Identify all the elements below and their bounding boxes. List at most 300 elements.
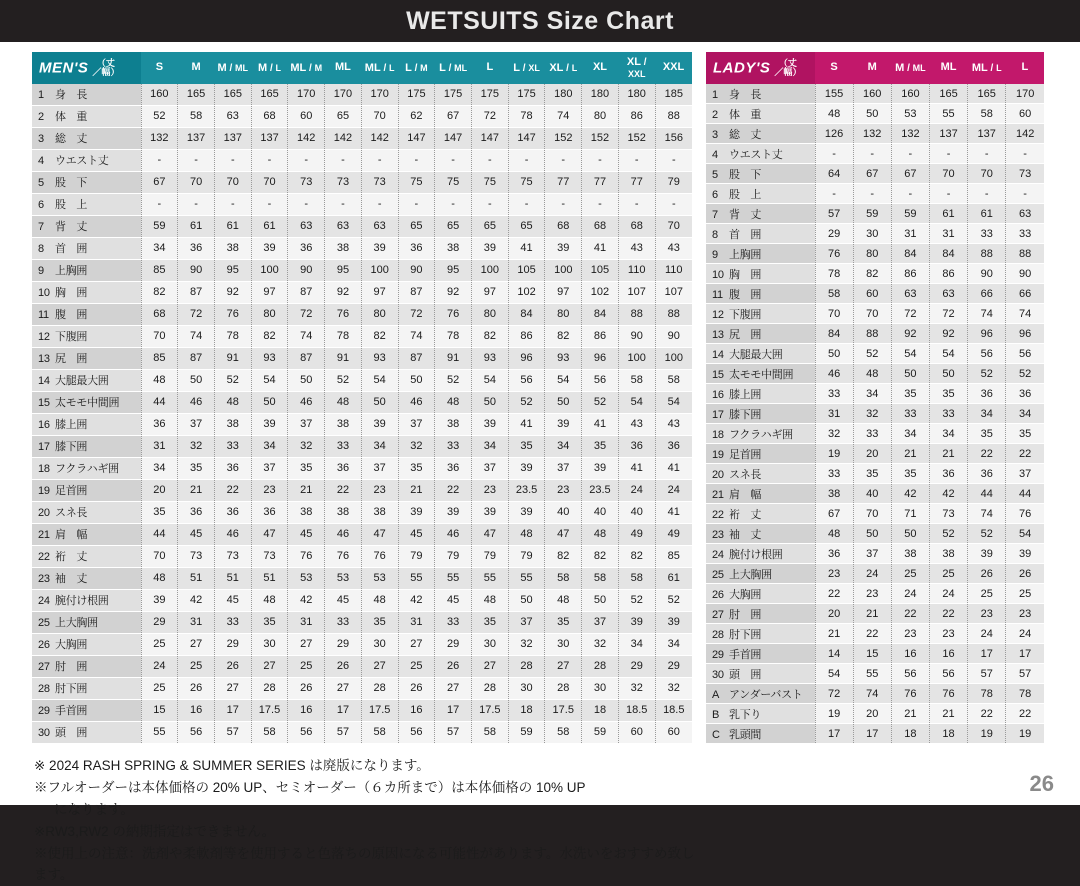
ladys-cell: - xyxy=(853,144,891,164)
mens-row-label: 22 裄 丈 xyxy=(32,545,141,567)
mens-cell: 22 xyxy=(325,479,362,501)
ladys-cell: 23 xyxy=(891,624,929,644)
mens-cell: - xyxy=(655,149,692,171)
mens-cell: 65 xyxy=(435,215,472,237)
mens-cell: 48 xyxy=(325,391,362,413)
ladys-cell: 22 xyxy=(853,624,891,644)
table-row xyxy=(706,584,1044,604)
mens-cell: - xyxy=(508,193,545,215)
table-row xyxy=(706,364,1044,384)
mens-cell: 52 xyxy=(618,589,655,611)
ladys-cell: 57 xyxy=(968,664,1006,684)
ladys-cell: 20 xyxy=(853,704,891,724)
mens-cell: 63 xyxy=(214,105,251,127)
ladys-cell: 78 xyxy=(815,264,853,284)
ladys-cell: 86 xyxy=(891,264,929,284)
mens-row-label: 25 上大胸囲 xyxy=(32,611,141,633)
table-row xyxy=(32,149,692,171)
table-row xyxy=(706,564,1044,584)
ladys-cell: 84 xyxy=(929,244,967,264)
ladys-cell: 160 xyxy=(853,84,891,104)
table-row xyxy=(32,435,692,457)
mens-col-header: XL / L xyxy=(545,52,582,84)
ladys-cell: 33 xyxy=(815,464,853,484)
table-row xyxy=(32,413,692,435)
mens-cell: 50 xyxy=(361,391,398,413)
mens-cell: 36 xyxy=(398,237,435,259)
ladys-cell: 33 xyxy=(968,224,1006,244)
ladys-cell: 126 xyxy=(815,124,853,144)
mens-cell: 23 xyxy=(545,479,582,501)
mens-cell: 15 xyxy=(141,699,178,721)
ladys-row-label: 17 膝下囲 xyxy=(706,404,815,424)
ladys-cell: 37 xyxy=(1006,464,1044,484)
mens-cell: 37 xyxy=(582,611,619,633)
mens-table-head xyxy=(32,52,692,84)
mens-cell: 61 xyxy=(251,215,288,237)
mens-cell: 88 xyxy=(618,303,655,325)
mens-cell: 97 xyxy=(251,281,288,303)
ladys-cell: 132 xyxy=(853,124,891,144)
mens-cell: 87 xyxy=(178,347,215,369)
ladys-row-label: 26 大胸囲 xyxy=(706,584,815,604)
mens-cell: 29 xyxy=(141,611,178,633)
mens-cell: 185 xyxy=(655,84,692,105)
mens-cell: 100 xyxy=(251,259,288,281)
mens-cell: 48 xyxy=(545,589,582,611)
mens-cell: 27 xyxy=(398,633,435,655)
mens-cell: - xyxy=(325,149,362,171)
ladys-cell: 42 xyxy=(929,484,967,504)
ladys-cell: 16 xyxy=(891,644,929,664)
ladys-cell: 35 xyxy=(891,384,929,404)
mens-cell: 39 xyxy=(508,501,545,523)
mens-cell: 17.5 xyxy=(251,699,288,721)
ladys-cell: 25 xyxy=(891,564,929,584)
mens-cell: 160 xyxy=(141,84,178,105)
mens-cell: 29 xyxy=(325,633,362,655)
mens-cell: 17.5 xyxy=(471,699,508,721)
mens-cell: 50 xyxy=(545,391,582,413)
table-row xyxy=(706,204,1044,224)
ladys-cell: 78 xyxy=(1006,684,1044,704)
mens-cell: 32 xyxy=(582,633,619,655)
mens-cell: 165 xyxy=(214,84,251,105)
mens-cell: 93 xyxy=(361,347,398,369)
mens-row-label: 5 股 下 xyxy=(32,171,141,193)
mens-cell: 55 xyxy=(508,567,545,589)
table-row xyxy=(706,84,1044,104)
ladys-cell: 35 xyxy=(929,384,967,404)
ladys-cell: 22 xyxy=(929,604,967,624)
mens-cell: 75 xyxy=(435,171,472,193)
mens-cell: - xyxy=(141,149,178,171)
mens-cell: 70 xyxy=(141,325,178,347)
mens-row-label: 14 大腿最大囲 xyxy=(32,369,141,391)
mens-cell: 31 xyxy=(288,611,325,633)
mens-cell: 32 xyxy=(178,435,215,457)
ladys-row-label: 29 手首囲 xyxy=(706,644,815,664)
mens-row-label: 12 下腹囲 xyxy=(32,325,141,347)
ladys-col-header: M / ML xyxy=(891,52,929,84)
mens-cell: 50 xyxy=(471,391,508,413)
mens-cell: 80 xyxy=(471,303,508,325)
mens-cell: 25 xyxy=(141,677,178,699)
table-row xyxy=(32,171,692,193)
ladys-row-label: 28 肘下囲 xyxy=(706,624,815,644)
ladys-cell: 55 xyxy=(853,664,891,684)
mens-cell: 87 xyxy=(398,347,435,369)
mens-cell: 82 xyxy=(582,545,619,567)
mens-cell: 43 xyxy=(618,413,655,435)
mens-cell: 25 xyxy=(288,655,325,677)
ladys-cell: 22 xyxy=(1006,704,1044,724)
mens-cell: 76 xyxy=(325,303,362,325)
ladys-cell: 74 xyxy=(853,684,891,704)
mens-cell: 44 xyxy=(141,391,178,413)
ladys-cell: 35 xyxy=(891,464,929,484)
ladys-row-label: 11 腹 囲 xyxy=(706,284,815,304)
ladys-cell: 84 xyxy=(891,244,929,264)
ladys-cell: 67 xyxy=(853,164,891,184)
mens-cell: 36 xyxy=(214,501,251,523)
mens-cell: 39 xyxy=(545,413,582,435)
mens-cell: 76 xyxy=(325,545,362,567)
ladys-col-header: ML / L xyxy=(968,52,1006,84)
table-row xyxy=(32,721,692,743)
mens-cell: 87 xyxy=(288,347,325,369)
mens-cell: 60 xyxy=(618,721,655,743)
ladys-cell: 58 xyxy=(815,284,853,304)
mens-cell: 36 xyxy=(178,501,215,523)
ladys-cell: 35 xyxy=(853,464,891,484)
mens-cell: 72 xyxy=(178,303,215,325)
mens-cell: 37 xyxy=(508,611,545,633)
table-row xyxy=(706,524,1044,544)
ladys-cell: 21 xyxy=(929,444,967,464)
mens-cell: 28 xyxy=(471,677,508,699)
mens-cell: 38 xyxy=(325,413,362,435)
mens-cell: 36 xyxy=(325,457,362,479)
mens-cell: 56 xyxy=(582,369,619,391)
mens-cell: 42 xyxy=(178,589,215,611)
mens-cell: 25 xyxy=(141,633,178,655)
mens-cell: 36 xyxy=(141,413,178,435)
mens-cell: 27 xyxy=(471,655,508,677)
note-line-2b: になります。 xyxy=(54,801,134,817)
mens-cell: 35 xyxy=(361,611,398,633)
mens-cell: 34 xyxy=(471,435,508,457)
mens-cell: 61 xyxy=(214,215,251,237)
ladys-cell: 50 xyxy=(891,524,929,544)
mens-cell: 137 xyxy=(251,127,288,149)
mens-cell: 77 xyxy=(545,171,582,193)
ladys-cell: 22 xyxy=(815,584,853,604)
mens-row-label: 10 胸 囲 xyxy=(32,281,141,303)
ladys-size-table xyxy=(706,52,1044,744)
mens-cell: 95 xyxy=(435,259,472,281)
table-row xyxy=(32,259,692,281)
ladys-cell: - xyxy=(891,184,929,204)
mens-row-label: 11 腹 囲 xyxy=(32,303,141,325)
ladys-row-label: 16 膝上囲 xyxy=(706,384,815,404)
ladys-cell: 19 xyxy=(1006,724,1044,744)
ladys-row-label: 27 肘 囲 xyxy=(706,604,815,624)
mens-cell: 23.5 xyxy=(582,479,619,501)
mens-cell: 137 xyxy=(178,127,215,149)
ladys-cell: 34 xyxy=(929,424,967,444)
mens-cell: 68 xyxy=(251,105,288,127)
mens-cell: - xyxy=(471,149,508,171)
mens-cell: 35 xyxy=(545,611,582,633)
mens-cell: 32 xyxy=(508,633,545,655)
mens-cell: 75 xyxy=(471,171,508,193)
mens-cell: 35 xyxy=(141,501,178,523)
mens-col-header: L / M xyxy=(398,52,435,84)
ladys-cell: 17 xyxy=(815,724,853,744)
mens-cell: 58 xyxy=(178,105,215,127)
mens-cell: 51 xyxy=(251,567,288,589)
ladys-cell: 46 xyxy=(815,364,853,384)
mens-cell: 147 xyxy=(435,127,472,149)
ladys-row-label: 2 体 重 xyxy=(706,104,815,124)
ladys-cell: - xyxy=(815,184,853,204)
mens-cell: 33 xyxy=(435,611,472,633)
mens-cell: 37 xyxy=(288,413,325,435)
mens-cell: 76 xyxy=(288,545,325,567)
mens-cell: 78 xyxy=(214,325,251,347)
mens-cell: 36 xyxy=(178,237,215,259)
mens-cell: 28 xyxy=(545,677,582,699)
mens-cell: 39 xyxy=(361,237,398,259)
ladys-cell: 48 xyxy=(815,524,853,544)
mens-cell: 105 xyxy=(582,259,619,281)
ladys-cell: - xyxy=(1006,184,1044,204)
mens-row-label: 23 袖 丈 xyxy=(32,567,141,589)
mens-cell: 45 xyxy=(398,523,435,545)
ladys-row-label: B 乳下り xyxy=(706,704,815,724)
mens-cell: 34 xyxy=(655,633,692,655)
mens-cell: 152 xyxy=(618,127,655,149)
mens-cell: 50 xyxy=(251,391,288,413)
mens-cell: 35 xyxy=(251,611,288,633)
mens-cell: 52 xyxy=(582,391,619,413)
mens-cell: 93 xyxy=(251,347,288,369)
ladys-row-label: 25 上大胸囲 xyxy=(706,564,815,584)
ladys-col-header: M xyxy=(853,52,891,84)
ladys-cell: 73 xyxy=(929,504,967,524)
mens-cell: 53 xyxy=(361,567,398,589)
ladys-cell: 23 xyxy=(1006,604,1044,624)
ladys-cell: - xyxy=(853,184,891,204)
mens-cell: 68 xyxy=(141,303,178,325)
ladys-row-label: 30 頭 囲 xyxy=(706,664,815,684)
ladys-cell: 142 xyxy=(1006,124,1044,144)
mens-cell: - xyxy=(618,193,655,215)
mens-cell: - xyxy=(655,193,692,215)
ladys-cell: 56 xyxy=(1006,344,1044,364)
ladys-cell: 92 xyxy=(929,324,967,344)
ladys-cell: 88 xyxy=(853,324,891,344)
mens-cell: 59 xyxy=(141,215,178,237)
ladys-row-label: 19 足首囲 xyxy=(706,444,815,464)
mens-cell: 52 xyxy=(325,369,362,391)
mens-cell: 65 xyxy=(398,215,435,237)
mens-cell: 70 xyxy=(214,171,251,193)
ladys-cell: 15 xyxy=(853,644,891,664)
mens-cell: 34 xyxy=(361,435,398,457)
ladys-cell: 24 xyxy=(891,584,929,604)
mens-cell: 102 xyxy=(508,281,545,303)
mens-cell: 28 xyxy=(251,677,288,699)
mens-cell: 38 xyxy=(435,413,472,435)
table-row xyxy=(706,144,1044,164)
ladys-cell: 61 xyxy=(929,204,967,224)
ladys-cell: - xyxy=(929,144,967,164)
mens-cell: - xyxy=(582,193,619,215)
ladys-cell: 39 xyxy=(968,544,1006,564)
mens-cell: 74 xyxy=(178,325,215,347)
mens-cell: 65 xyxy=(508,215,545,237)
ladys-row-label: 3 総 丈 xyxy=(706,124,815,144)
mens-header-row xyxy=(32,52,692,84)
mens-row-label: 28 肘下囲 xyxy=(32,677,141,699)
ladys-cell: 71 xyxy=(891,504,929,524)
mens-cell: - xyxy=(582,149,619,171)
mens-cell: 87 xyxy=(288,281,325,303)
ladys-cell: 18 xyxy=(891,724,929,744)
ladys-cell: 21 xyxy=(815,624,853,644)
mens-cell: 60 xyxy=(288,105,325,127)
mens-cell: 88 xyxy=(655,105,692,127)
ladys-cell: 14 xyxy=(815,644,853,664)
mens-cell: 54 xyxy=(545,369,582,391)
mens-cell: 21 xyxy=(398,479,435,501)
table-row xyxy=(32,215,692,237)
ladys-cell: 54 xyxy=(929,344,967,364)
mens-cell: 156 xyxy=(655,127,692,149)
ladys-cell: 54 xyxy=(891,344,929,364)
ladys-cell: 18 xyxy=(929,724,967,744)
mens-cell: 102 xyxy=(582,281,619,303)
ladys-cell: 32 xyxy=(815,424,853,444)
ladys-cell: 23 xyxy=(815,564,853,584)
mens-cell: 36 xyxy=(435,457,472,479)
mens-cell: 56 xyxy=(288,721,325,743)
mens-cell: 47 xyxy=(251,523,288,545)
table-row xyxy=(32,655,692,677)
mens-cell: 21 xyxy=(178,479,215,501)
mens-cell: 77 xyxy=(618,171,655,193)
mens-cell: 47 xyxy=(471,523,508,545)
table-row xyxy=(706,644,1044,664)
ladys-cell: 55 xyxy=(929,104,967,124)
mens-row-label: 16 膝上囲 xyxy=(32,413,141,435)
mens-cell: 38 xyxy=(325,237,362,259)
mens-cell: 70 xyxy=(655,215,692,237)
mens-cell: 80 xyxy=(582,105,619,127)
ladys-cell: 34 xyxy=(1006,404,1044,424)
mens-row-label: 4 ウエスト丈 xyxy=(32,149,141,171)
ladys-cell: 56 xyxy=(929,664,967,684)
ladys-cell: 29 xyxy=(815,224,853,244)
table-row xyxy=(706,224,1044,244)
mens-cell: 100 xyxy=(618,347,655,369)
mens-cell: 32 xyxy=(288,435,325,457)
mens-cell: 100 xyxy=(361,259,398,281)
mens-cell: 44 xyxy=(141,523,178,545)
table-row xyxy=(32,457,692,479)
ladys-cell: 36 xyxy=(968,384,1006,404)
mens-col-header: L xyxy=(471,52,508,84)
mens-cell: 92 xyxy=(214,281,251,303)
mens-cell: 30 xyxy=(582,677,619,699)
mens-row-label: 9 上胸囲 xyxy=(32,259,141,281)
table-row xyxy=(32,325,692,347)
mens-cell: 47 xyxy=(361,523,398,545)
ladys-cell: 24 xyxy=(853,564,891,584)
mens-cell: 20 xyxy=(141,479,178,501)
ladys-cell: 63 xyxy=(929,284,967,304)
mens-cell: 82 xyxy=(618,545,655,567)
mens-cell: 27 xyxy=(178,633,215,655)
ladys-cell: 36 xyxy=(815,544,853,564)
ladys-cell: 67 xyxy=(891,164,929,184)
ladys-cell: 92 xyxy=(891,324,929,344)
table-row xyxy=(706,124,1044,144)
mens-cell: 84 xyxy=(508,303,545,325)
mens-col-header: XL xyxy=(582,52,619,84)
mens-cell: 86 xyxy=(508,325,545,347)
mens-cell: 77 xyxy=(582,171,619,193)
mens-cell: 63 xyxy=(325,215,362,237)
ladys-cell: 33 xyxy=(815,384,853,404)
mens-row-label: 2 体 重 xyxy=(32,105,141,127)
mens-cell: 58 xyxy=(471,721,508,743)
mens-cell: 48 xyxy=(361,589,398,611)
mens-cell: 58 xyxy=(655,369,692,391)
ladys-cell: 19 xyxy=(815,704,853,724)
ladys-cell: 17 xyxy=(968,644,1006,664)
ladys-cell: 22 xyxy=(1006,444,1044,464)
mens-cell: 72 xyxy=(471,105,508,127)
ladys-cell: 36 xyxy=(1006,384,1044,404)
table-row xyxy=(706,284,1044,304)
ladys-cell: 59 xyxy=(853,204,891,224)
mens-cell: 51 xyxy=(214,567,251,589)
mens-cell: 32 xyxy=(655,677,692,699)
ladys-cell: 70 xyxy=(853,504,891,524)
mens-cell: 52 xyxy=(435,369,472,391)
table-row xyxy=(32,84,692,105)
mens-cell: 82 xyxy=(545,325,582,347)
ladys-cell: 23 xyxy=(853,584,891,604)
mens-cell: 74 xyxy=(398,325,435,347)
ladys-cell: 22 xyxy=(891,604,929,624)
table-row xyxy=(706,504,1044,524)
ladys-cell: 90 xyxy=(1006,264,1044,284)
note-line-1: ※ 2024 RASH SPRING & SUMMER SERIES は廃版になります。 xyxy=(34,758,430,773)
mens-cell: 39 xyxy=(398,501,435,523)
mens-cell: 42 xyxy=(398,589,435,611)
mens-cell: 38 xyxy=(288,501,325,523)
mens-cell: 91 xyxy=(435,347,472,369)
mens-cell: 52 xyxy=(214,369,251,391)
mens-cell: 40 xyxy=(545,501,582,523)
ladys-cell: 70 xyxy=(968,164,1006,184)
mens-cell: 34 xyxy=(251,435,288,457)
mens-cell: 90 xyxy=(288,259,325,281)
